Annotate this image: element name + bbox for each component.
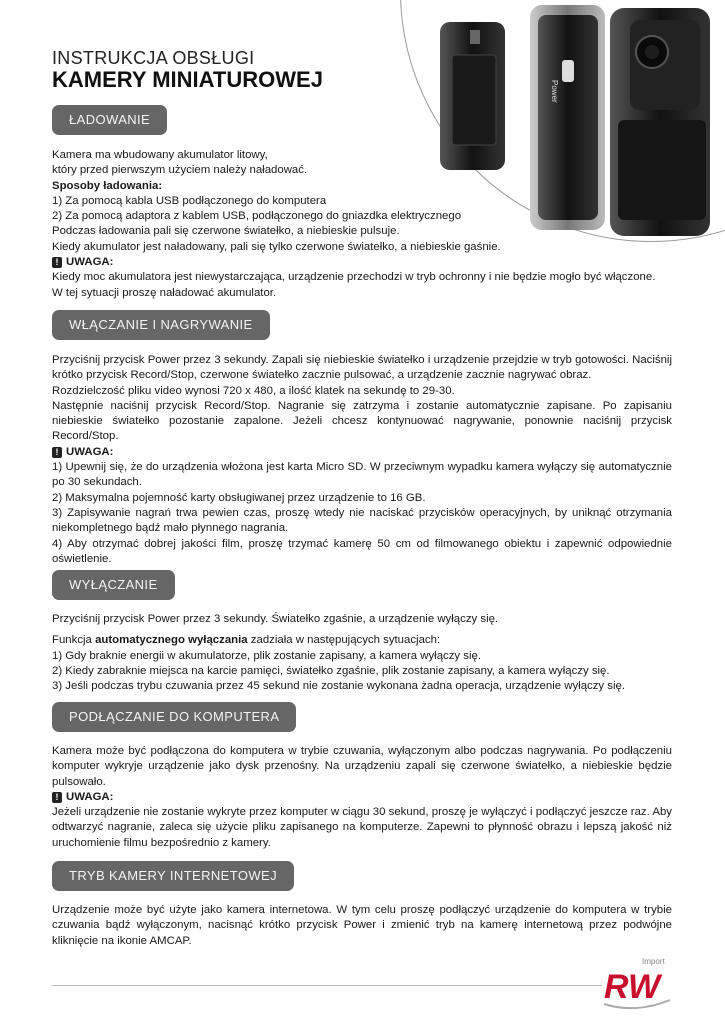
paragraph: Kamera może być podłączona do komputera w trybie czuwania, wyłączonym albo podczas nagrywania. Po podłączeniu komputer wykryje urządzenie jako dysk przenośny. Na urządzeniu zapali się czerwone światełko, a niebieskie będzie pulsowało.: [52, 745, 672, 788]
warning-icon: !: [52, 257, 62, 268]
paragraph: Przyciśnij przycisk Power przez 3 sekundy. Światełko zgaśnie, a urządzenie wyłączy się.: [52, 613, 499, 625]
text-line: który przed pierwszym użyciem należy naładować.: [52, 164, 308, 177]
company-logo: [600, 952, 672, 1014]
auto-off-bold: automatycznego wyłączania: [95, 634, 248, 647]
section-heading-charging: ŁADOWANIE: [52, 105, 167, 135]
text-line: Kiedy moc akumulatora jest niewystarczająca, urządzenie przechodzi w tryb ochronny i nie będzie mogło być włączone.: [52, 271, 656, 284]
paragraph: Następnie naciśnij przycisk Record/Stop. Nagranie się zatrzyma i zostanie automatycznie zapisane. Po zapisaniu niebieskie światełko pozostanie zapalone. Jeżeli chcesz kontynuować nagrywanie, ponownie naciśnij przycisk Record/Stop.: [52, 399, 672, 443]
section-heading-recording: WŁĄCZANIE I NAGRYWANIE: [52, 310, 270, 340]
document-title: KAMERY MINIATUROWEJ: [52, 67, 323, 92]
svg-text:Import: Import: [642, 957, 665, 966]
warning-icon: !: [52, 447, 62, 458]
camera-power-label: Power: [550, 80, 559, 103]
text-line: Podczas ładowania pali się czerwone światełko, a niebieskie pulsuje.: [52, 225, 400, 238]
paragraph: Urządzenie może być użyte jako kamera internetowa. W tym celu proszę podłączyć urządzenie do komputera w trybie czuwania bądź wyłączonym, nacisnąć krótko przycisk Power i zmienić tryb na kamerę internetową przez podwójne kliknięcie na ikonie AMCAP.: [52, 904, 672, 947]
svg-text:RW: RW: [604, 968, 661, 1006]
section-heading-webcam: TRYB KAMERY INTERNETOWEJ: [52, 861, 294, 891]
auto-off-intro: Funkcja automatycznego wyłączania zadziała w następujących sytuacjach:: [52, 634, 441, 647]
warning-label: ! UWAGA:: [52, 790, 672, 805]
text-line: 1) Za pomocą kabla USB podłączonego do komputera: [52, 194, 327, 207]
note-item: 3) Zapisywanie nagrań trwa pewien czas, proszę wtedy nie naciskać przycisków operacyjnych, by uniknąć otrzymania niekompletnego bądź mało płynnego nagrania.: [52, 506, 672, 535]
note-item: 1) Upewnij się, że do urządzenia włożona jest karta Micro SD. W przeciwnym wypadku kamera wyłączy się automatycznie po 30 sekundach.: [52, 461, 672, 489]
section-webcam: [52, 903, 672, 949]
footer-divider: [52, 985, 602, 986]
document-header: [52, 48, 323, 92]
paragraph: Jeżeli urządzenie nie zostanie wykryte przez komputer w ciągu 30 sekund, proszę je wyłączyć i podłączyć jeszcze raz. Aby odtwarzyć nagranie, zaleca się użycie pliku zapisanego na komputerze. Zapewni to płynność obrazu i lepszą jakość niż uruchomienie filmu bezpośrednio z kamery.: [52, 806, 672, 849]
note-item: 4) Aby otrzymać dobrej jakości film, proszę trzymać kamerę 50 cm od filmowanego obiektu i zapewnić odpowiednie oświetlenie.: [52, 537, 672, 565]
text-line: W tej sytuacji proszę naładować akumulator.: [52, 286, 277, 299]
list-item: 2) Kiedy zabraknie miejsca na karcie pamięci, światełko zgaśnie, plik zostanie zapisany, a kamera wyłączy się.: [52, 664, 610, 677]
text-line: Kiedy akumulator jest naładowany, pali się tylko czerwone światełko, a niebieskie gaśnie.: [52, 240, 501, 253]
text-line: Kamera ma wbudowany akumulator litowy,: [52, 149, 268, 161]
section-recording: [52, 353, 672, 567]
list-item: 3) Jeśli podczas trybu czuwania przez 45 sekund nie zostanie wykonana żadna operacja, urządzenie wyłączy się.: [52, 680, 626, 693]
text-line: 2) Za pomocą adaptora z kablem USB, podłączonego do gniazdka elektrycznego: [52, 210, 462, 223]
document-subtitle: INSTRUKCJA OBSŁUGI: [52, 48, 255, 68]
note-item: 2) Maksymalna pojemność karty obsługiwanej przez urządzenie to 16 GB.: [52, 491, 426, 504]
section-charging: [52, 148, 672, 301]
warning-icon: !: [52, 792, 62, 803]
warning-label: ! UWAGA:: [52, 445, 672, 460]
section-computer: [52, 744, 672, 851]
warning-label: ! UWAGA:: [52, 255, 672, 270]
section-off: [52, 612, 672, 694]
paragraph: Przyciśnij przycisk Power przez 3 sekundy. Zapali się niebieskie światełko i urządzenie przejdzie w tryb gotowości. Naciśnij krótko przycisk Record/Stop, czerwone światełko zacznie pulsować, a urządzenie zacznie nagrywać obraz.: [52, 354, 672, 382]
paragraph: Rozdzielczość pliku video wynosi 720 x 480, a ilość klatek na sekundę to 29-30.: [52, 384, 455, 397]
list-item: 1) Gdy braknie energii w akumulatorze, plik zostanie zapisany, a kamera wyłączy się.: [52, 649, 482, 662]
charging-methods-title: Sposoby ładowania:: [52, 179, 163, 192]
section-heading-computer: PODŁĄCZANIE DO KOMPUTERA: [52, 702, 296, 732]
section-heading-off: WYŁĄCZANIE: [52, 570, 175, 600]
